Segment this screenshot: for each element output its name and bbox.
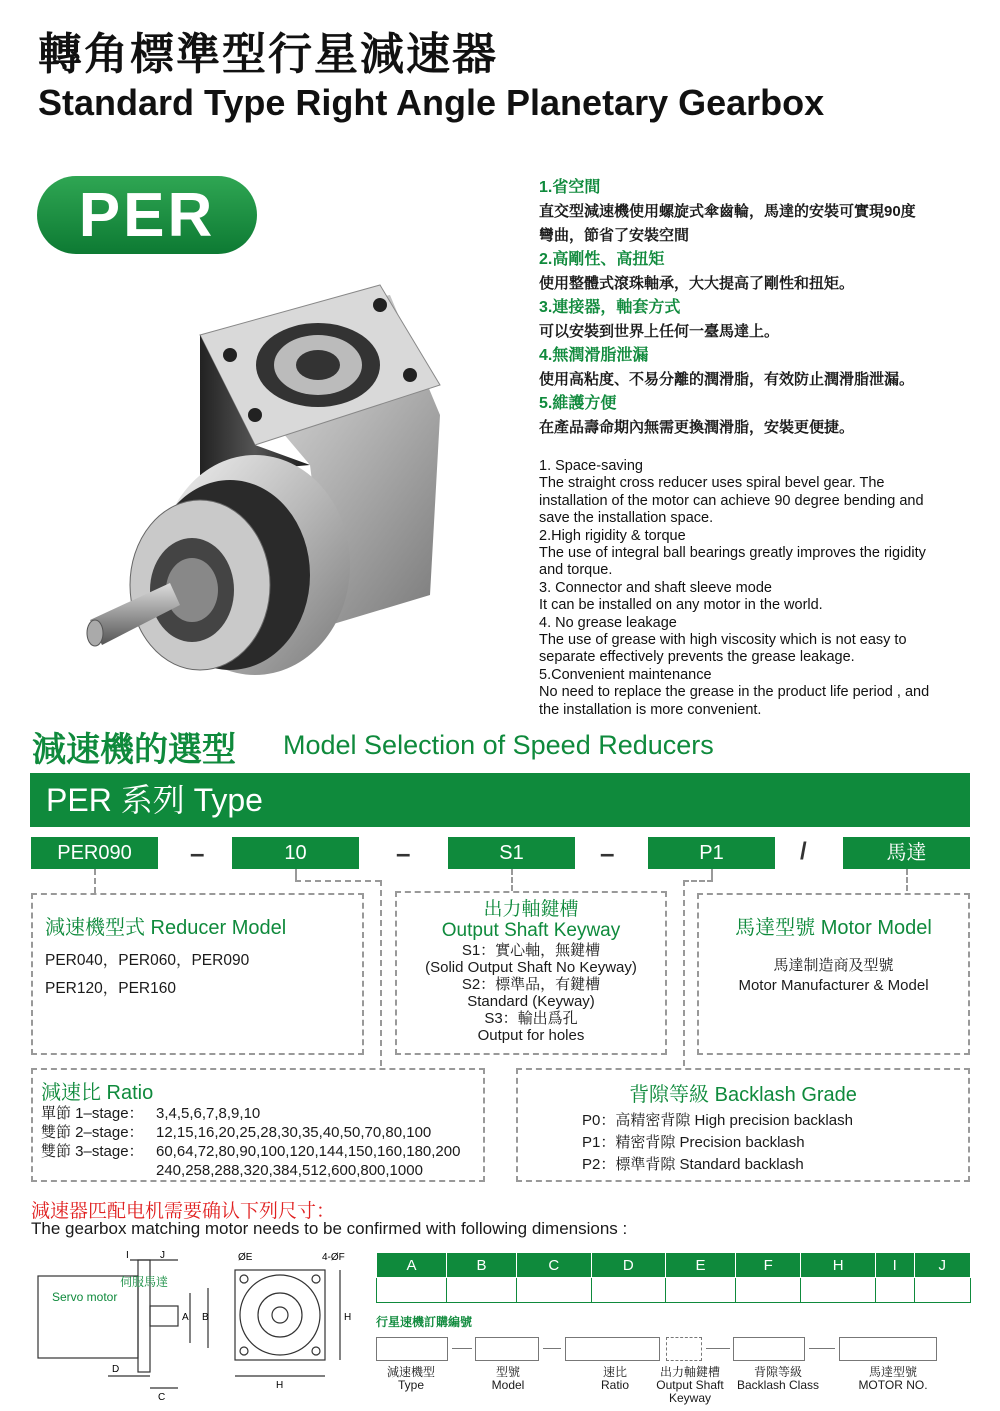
dim-cell[interactable] <box>591 1278 665 1303</box>
code-backlash: P1 <box>648 837 775 869</box>
backlash-desc: 標準背隙 Standard backlash <box>615 1156 804 1173</box>
features-cn <box>539 176 916 440</box>
order-label-en: Model <box>491 1378 525 1392</box>
feature-heading: 2.高剛性、高扭矩 <box>539 251 665 268</box>
connector-line <box>906 869 908 891</box>
shaft-option: Output for holes <box>477 1027 585 1044</box>
feature-text: 使用高粘度、不易分離的潤滑脂，有效防止潤滑脂泄漏。 <box>539 371 915 388</box>
backlash-desc: 精密背隙 Precision backlash <box>615 1134 805 1151</box>
code-dash: – <box>190 838 205 868</box>
dim-i-label: I <box>126 1250 129 1261</box>
backlash-desc: 高精密背隙 High precision backlash <box>615 1112 853 1129</box>
feature-en-line: 5.Convenient maintenance <box>539 666 712 683</box>
order-label-en: Backlash Class <box>736 1378 820 1392</box>
dim-cell[interactable] <box>665 1278 735 1303</box>
order-label-motor <box>850 1366 936 1392</box>
order-label-en: MOTOR NO. <box>858 1378 928 1392</box>
connector-line <box>295 880 381 882</box>
order-label-en: Keyway <box>668 1391 712 1405</box>
dim-a-label: A <box>182 1312 189 1323</box>
order-label-cn: 速比 <box>602 1365 627 1379</box>
feature-en-line: The straight cross reducer uses spiral bevel gear. The <box>539 475 885 492</box>
order-label-cn: 減速機型 <box>386 1365 435 1379</box>
order-field-model[interactable] <box>475 1337 539 1361</box>
feature-text: 使用整體式滾珠軸承，大大提高了剛性和扭矩。 <box>539 275 855 292</box>
motor-model-line1: 馬達制造商及型號 <box>773 957 894 974</box>
ratio-values: 12,15,16,20,25,28,30,35,40,50,70,80,100 <box>156 1124 432 1141</box>
dim-h-label-side: H <box>344 1312 352 1323</box>
dimension-drawing <box>30 1248 375 1403</box>
dim-col-c: C <box>517 1253 591 1278</box>
dim-h-label: H <box>276 1380 284 1391</box>
ratio-stage-label: 雙節 3–stage： <box>41 1143 144 1160</box>
code-slash: / <box>800 838 807 865</box>
selection-title-en: Model Selection of Speed Reducers <box>283 730 714 760</box>
dim-col-j: J <box>914 1253 971 1278</box>
order-label-en: Ratio <box>600 1378 629 1392</box>
order-dash <box>809 1348 835 1349</box>
shaft-option: (Solid Output Shaft No Keyway) <box>425 959 637 976</box>
order-label-ratio <box>590 1366 640 1392</box>
shaft-title-en: Output Shaft Keyway <box>441 920 621 941</box>
code-dash: – <box>600 838 615 868</box>
dim-cell[interactable] <box>875 1278 914 1303</box>
shaft-title-cn: 出力軸鍵槽 <box>483 899 579 920</box>
dim-c-label: C <box>158 1392 166 1403</box>
feature-en-line: The use of integral ball bearings greatly improves the rigidity <box>539 545 926 562</box>
reducer-model-box <box>31 893 364 1055</box>
dim-cell[interactable] <box>914 1278 971 1303</box>
dim-col-a: A <box>377 1253 447 1278</box>
dim-j-label: J <box>160 1250 165 1261</box>
confirm-en: The gearbox matching motor needs to be confirmed with following dimensions : <box>31 1219 628 1238</box>
order-label-cn: 背隙等級 <box>753 1365 802 1379</box>
ratio-title: 減速比 Ratio <box>41 1082 154 1104</box>
dimension-header-row <box>377 1253 971 1278</box>
motor-model-title: 馬達型號 Motor Model <box>735 917 932 939</box>
feature-en-line: and torque. <box>539 562 613 579</box>
order-label-cn: 出力軸鍵槽 <box>659 1365 720 1379</box>
feature-en-line: separate effectively prevents the grease leakage. <box>539 649 855 666</box>
feature-text: 在產品壽命期內無需更換潤滑脂，安裝更便捷。 <box>539 419 855 436</box>
backlash-code: P0： <box>582 1112 616 1129</box>
order-field-motor[interactable] <box>839 1337 937 1361</box>
ratio-box <box>31 1068 485 1182</box>
connector-line <box>511 869 513 891</box>
dim-col-b: B <box>447 1253 517 1278</box>
servo-label-cn: 伺服馬達 <box>120 1275 169 1289</box>
series-badge: PER <box>37 176 257 254</box>
dim-cell[interactable] <box>801 1278 875 1303</box>
dim-cell[interactable] <box>735 1278 800 1303</box>
ratio-values: 60,64,72,80,90,100,120,144,150,160,180,200 <box>156 1143 461 1160</box>
servo-label-en: Servo motor <box>52 1290 118 1304</box>
ratio-list <box>41 1104 460 1180</box>
output-shaft-box <box>395 891 667 1055</box>
shaft-option: S1：實心軸，無鍵槽 <box>461 942 601 959</box>
reducer-models-line2: PER120，PER160 <box>45 980 176 997</box>
order-title: 行星速機訂購編號 <box>376 1315 473 1329</box>
code-model: PER090 <box>31 837 158 869</box>
gearbox-product-image <box>80 265 500 685</box>
order-label-cn: 馬達型號 <box>868 1365 917 1379</box>
dim-cell[interactable] <box>447 1278 517 1303</box>
backlash-code: P2： <box>582 1156 616 1173</box>
motor-model-line2: Motor Manufacturer & Model <box>738 977 929 994</box>
feature-en-line: 2.High rigidity & torque <box>539 527 686 544</box>
feature-en-line: 1. Space-saving <box>539 458 643 474</box>
code-dash: – <box>396 838 411 868</box>
order-dash <box>543 1348 561 1349</box>
feature-text: 可以安裝到世界上任何一臺馬達上。 <box>539 323 780 340</box>
order-dash <box>452 1348 472 1349</box>
dim-col-h: H <box>801 1253 875 1278</box>
connector-line <box>94 869 96 893</box>
reducer-models-line1: PER040，PER060，PER090 <box>45 952 250 969</box>
shaft-option: S2：標準品，有鍵槽 <box>461 976 601 993</box>
backlash-list <box>582 1110 853 1176</box>
connector-line <box>683 880 685 1066</box>
dim-cell[interactable] <box>517 1278 591 1303</box>
dim-col-e: E <box>665 1253 735 1278</box>
dim-b-label: B <box>202 1312 209 1323</box>
confirm-cn: 減速器匹配电机需要确认下列尺寸： <box>31 1201 336 1222</box>
reducer-model-title: 減速機型式 Reducer Model <box>45 917 287 939</box>
features-en <box>539 458 979 719</box>
series-type-bar: PER 系列 Type <box>30 773 970 827</box>
dimension-table <box>376 1252 971 1303</box>
connector-line <box>380 880 382 1066</box>
order-field-keyway[interactable] <box>666 1337 702 1361</box>
order-label-en: Type <box>397 1378 424 1392</box>
feature-heading: 4.無潤滑脂泄漏 <box>539 347 649 364</box>
order-label-type <box>380 1366 442 1392</box>
selection-title-cn: 減速機的選型 <box>32 731 236 769</box>
code-ratio: 10 <box>232 837 359 869</box>
ratio-values: 3,4,5,6,7,8,9,10 <box>156 1105 261 1122</box>
ratio-values: 240,258,288,320,384,512,600,800,1000 <box>156 1162 423 1179</box>
order-dash <box>706 1348 730 1349</box>
dim-cell[interactable] <box>377 1278 447 1303</box>
order-label-keyway <box>652 1366 728 1405</box>
backlash-box <box>516 1068 970 1182</box>
dim-col-d: D <box>591 1253 665 1278</box>
order-label-cn: 型號 <box>495 1365 520 1379</box>
dim-e-label: ØE <box>238 1252 253 1263</box>
feature-en-line: No need to replace the grease in the product life period , and <box>539 684 930 701</box>
order-label-backlash <box>730 1366 826 1392</box>
code-motor: 馬達 <box>843 837 970 869</box>
feature-en-line: The use of grease with high viscosity which is not easy to <box>539 632 907 649</box>
order-label-model <box>478 1366 538 1392</box>
dim-f-label: 4-ØF <box>322 1252 345 1263</box>
motor-model-box <box>697 893 970 1055</box>
page-title-cn: 轉角標準型行星減速器 <box>38 30 498 79</box>
ratio-stage-label: 單節 1–stage： <box>41 1105 144 1122</box>
feature-en-line: installation of the motor can achieve 90 degree bending and <box>539 492 924 509</box>
feature-en-line: 4. No grease leakage <box>539 614 677 631</box>
dim-d-label: D <box>112 1364 120 1375</box>
order-label-en: Output Shaft <box>656 1378 724 1392</box>
order-field-ratio[interactable] <box>565 1337 660 1361</box>
feature-text: 彎曲，節省了安裝空間 <box>539 227 690 244</box>
code-keyway: S1 <box>448 837 575 869</box>
page-title-en: Standard Type Right Angle Planetary Gearbox <box>38 82 825 123</box>
backlash-title: 背隙等級 Backlash Grade <box>629 1084 857 1106</box>
feature-en-line: save the installation space. <box>539 510 714 527</box>
dim-col-i: I <box>875 1253 914 1278</box>
order-field-type[interactable] <box>376 1337 448 1361</box>
feature-en-line: It can be installed on any motor in the world. <box>539 597 823 614</box>
feature-heading: 5.維護方便 <box>539 395 617 412</box>
feature-text: 直交型減速機使用螺旋式傘齒輪，馬達的安裝可實現90度 <box>539 203 916 220</box>
feature-heading: 1.省空間 <box>539 179 601 196</box>
feature-heading: 3.連接器，軸套方式 <box>539 299 681 316</box>
feature-en-line: the installation is more convenient. <box>539 701 762 718</box>
shaft-option: Standard (Keyway) <box>467 993 595 1010</box>
dim-col-f: F <box>735 1253 800 1278</box>
dimension-value-row <box>377 1278 971 1303</box>
shaft-option: S3：輸出爲孔 <box>484 1010 578 1027</box>
order-field-backlash[interactable] <box>733 1337 805 1361</box>
feature-en-line: 3. Connector and shaft sleeve mode <box>539 579 772 596</box>
ratio-stage-label: 雙節 2–stage： <box>41 1124 144 1141</box>
backlash-code: P1： <box>582 1134 616 1151</box>
connector-line <box>683 880 713 882</box>
